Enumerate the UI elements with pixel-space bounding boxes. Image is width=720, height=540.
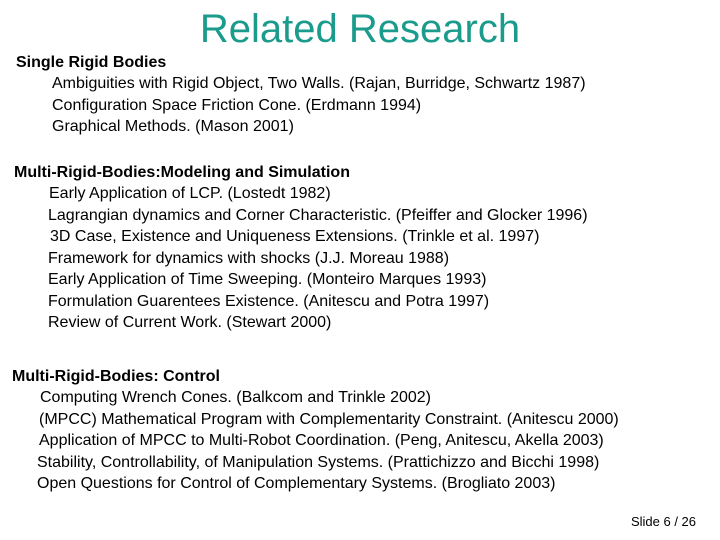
section-control: [0, 367, 720, 495]
list-item: Formulation Guarentees Existence. (Anitescu and Potra 1997): [48, 292, 490, 310]
list-item: Framework for dynamics with shocks (J.J. Moreau 1988): [48, 249, 450, 267]
list-item: Lagrangian dynamics and Corner Characteristic. (Pfeiffer and Glocker 1996): [48, 206, 588, 224]
section-heading: Multi-Rigid-Bodies:Modeling and Simulation: [14, 164, 350, 181]
list-item: 3D Case, Existence and Uniqueness Extensions. (Trinkle et al. 1997): [50, 228, 540, 245]
list-item: Application of MPCC to Multi-Robot Coordination. (Peng, Anitescu, Akella 2003): [39, 432, 604, 449]
list-item: Review of Current Work. (Stewart 2000): [48, 314, 332, 331]
list-item: Graphical Methods. (Mason 2001): [52, 118, 294, 135]
list-item: Stability, Controllability, of Manipulation Systems. (Prattichizzo and Bicchi 1998): [37, 453, 600, 471]
slide-title: Related Research: [199, 7, 521, 51]
list-item: (MPCC) Mathematical Program with Complementarity Constraint. (Anitescu 2000): [39, 410, 619, 428]
list-item: Open Questions for Control of Complementary Systems. (Brogliato 2003): [37, 475, 556, 492]
slide-number: Slide 6 / 26: [630, 514, 696, 529]
list-item: Computing Wrench Cones. (Balkcom and Trinkle 2002): [40, 389, 431, 406]
section-single-rigid-bodies: [0, 53, 720, 138]
section-heading: Single Rigid Bodies: [16, 54, 167, 71]
list-item: Ambiguities with Rigid Object, Two Walls. (Rajan, Burridge, Schwartz 1987): [52, 75, 586, 92]
section-heading: Multi-Rigid-Bodies: Control: [12, 368, 220, 385]
list-item: Early Application of LCP. (Lostedt 1982): [49, 185, 331, 202]
section-modeling-simulation: [0, 163, 720, 334]
list-item: Configuration Space Friction Cone. (Erdmann 1994): [52, 96, 422, 114]
list-item: Early Application of Time Sweeping. (Monteiro Marques 1993): [48, 271, 487, 288]
